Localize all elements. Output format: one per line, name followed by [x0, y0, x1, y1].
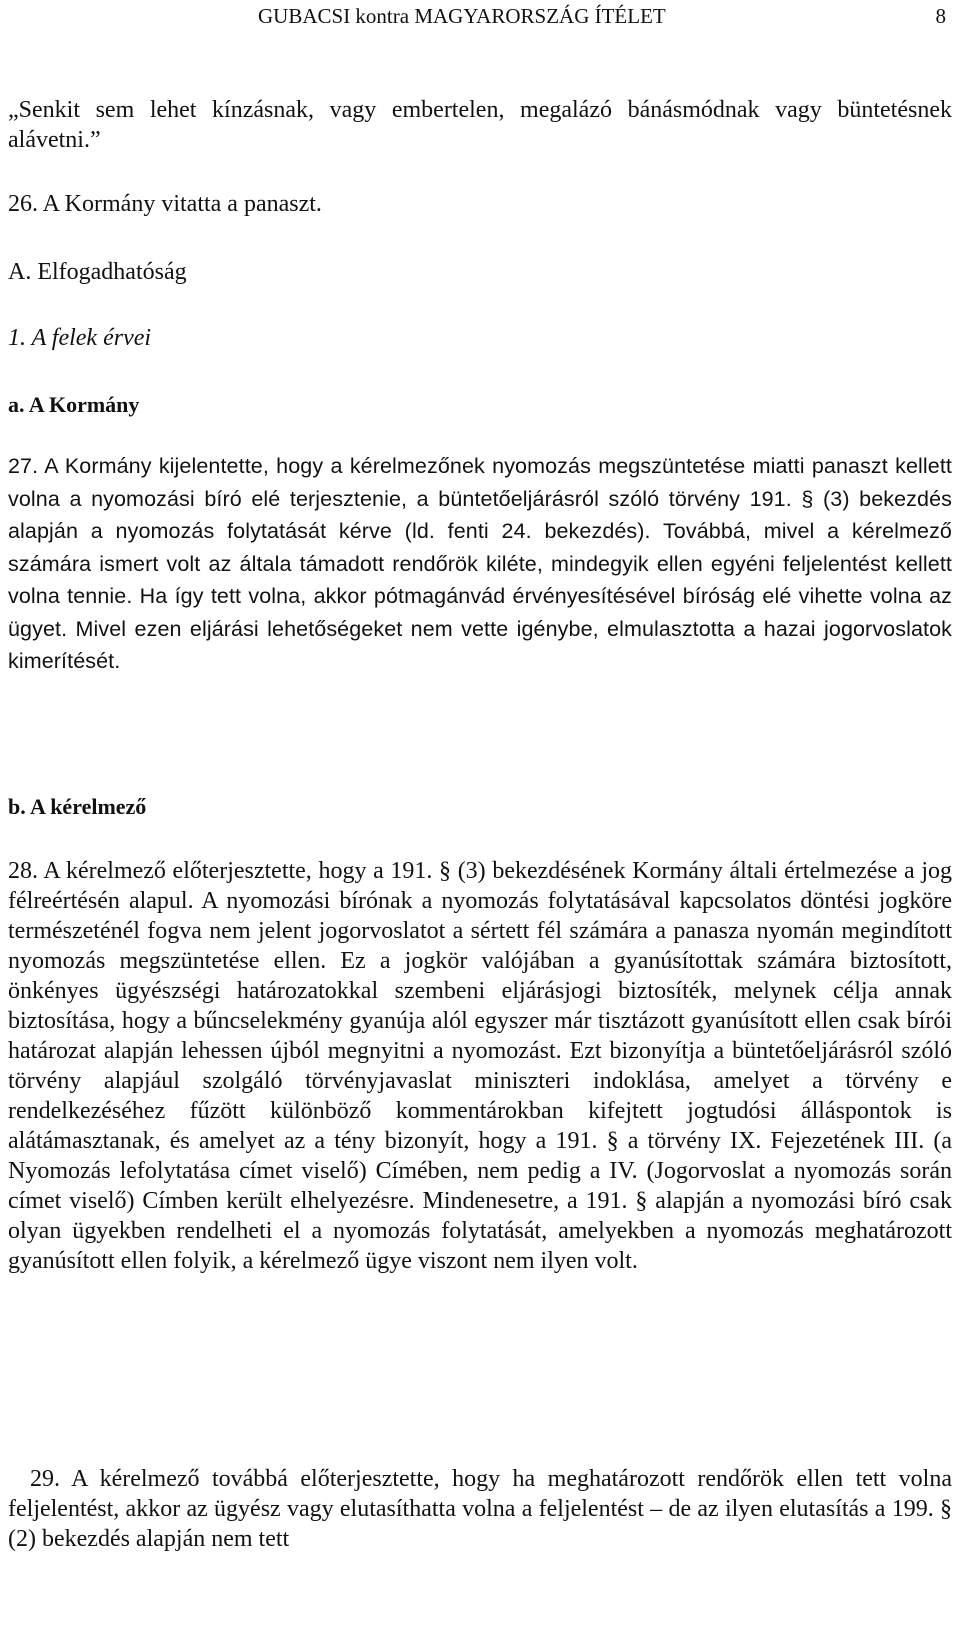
quote-text: „Senkit sem lehet kínzásnak, vagy embertelen, megalázó bánásmódnak vagy büntetésnek alávetni.” — [8, 97, 952, 153]
heading-government: a. A Kormány — [8, 392, 140, 417]
heading-applicant: b. A kérelmező — [8, 794, 147, 819]
page-number: 8 — [935, 4, 946, 28]
paragraph-28: 28. A kérelmező előterjesztette, hogy a 191. § (3) bekezdésének Kormány általi értelmezése a jog félreértésén alapul. A nyomozási bírónak a nyomozás folytatásával kapcsolatos döntési jogköre természeténél fogva nem jelent jogorvoslatot a sértett fél számára a panasza nyomán megindított nyomozás megszüntetése ellen. Ez a jogkör valójában a gyanúsítottak számára biztosított, önkényes ügyészségi határozatokkal szembeni eljárásjogi biztosíték, melynek célja annak biztosítása, hogy a bűncselekmény gyanúja alól egyszer már tisztázott gyanúsított ellen csak bírói határozat alapján lehessen újból megnyitni a nyomozást. Ezt bizonyítja a büntetőeljárásról szóló törvény alapjául szolgáló törvényjavaslat miniszteri indoklása, amelyet a törvény e rendelkezéséhez fűzött különböző kommentárokban kifejtett jogtudósi álláspontok is alátámasztanak, és amelyet az a tény bizonyít, hogy a 191. § a törvény IX. Fejezetének III. (a Nyomozás lefolytatása címet viselő) Címében, nem pedig a IV. (Jogorvoslat a nyomozás során címet viselő) Címben került elhelyezésre. Mindenesetre, a 191. § alapján a nyomozási bíró csak olyan ügyekben rendelheti el a nyomozás folytatását, amelyekben a nyomozás meghatározott gyanúsított ellen folyik, a kérelmező ügye viszont nem ilyen volt. — [8, 858, 952, 1274]
paragraph-29: 29. A kérelmező továbbá előterjesztette, hogy ha meghatározott rendőrök ellen tett volna feljelentést, akkor az ügyész vagy elutasíthatta volna a feljelentést – de az ilyen elutasítás a 199. § (2) bekezdés alapján nem tett — [8, 1466, 952, 1552]
paragraph-26: 26. A Kormány vitatta a panaszt. — [8, 191, 322, 217]
page-header — [8, 2, 952, 30]
heading-parties-arguments: 1. A felek érvei — [8, 325, 152, 351]
header-title: GUBACSI kontra MAGYARORSZÁG ÍTÉLET — [258, 4, 666, 28]
paragraph-27: 27. A Kormány kijelentette, hogy a kérelmezőnek nyomozás megszüntetése miatti panaszt kellett volna a nyomozási bíró elé terjesztenie, a büntetőeljárásról szóló törvény 191. § (3) bekezdés alapján a nyomozás folytatását kérve (ld. fenti 24. bekezdés). Továbbá, mivel a kérelmező számára ismert volt az általa támadott rendőrök kiléte, mindegyik ellen egyéni feljelentést kellett volna tennie. Ha így tett volna, akkor pótmagánvád érvényesítésével bíróság elé vihette volna az ügyet. Mivel ezen eljárási lehetőségeket nem vette igénybe, elmulasztotta a hazai jogorvoslatok kimerítését. — [8, 454, 952, 673]
heading-admissibility: A. Elfogadhatóság — [8, 259, 187, 285]
